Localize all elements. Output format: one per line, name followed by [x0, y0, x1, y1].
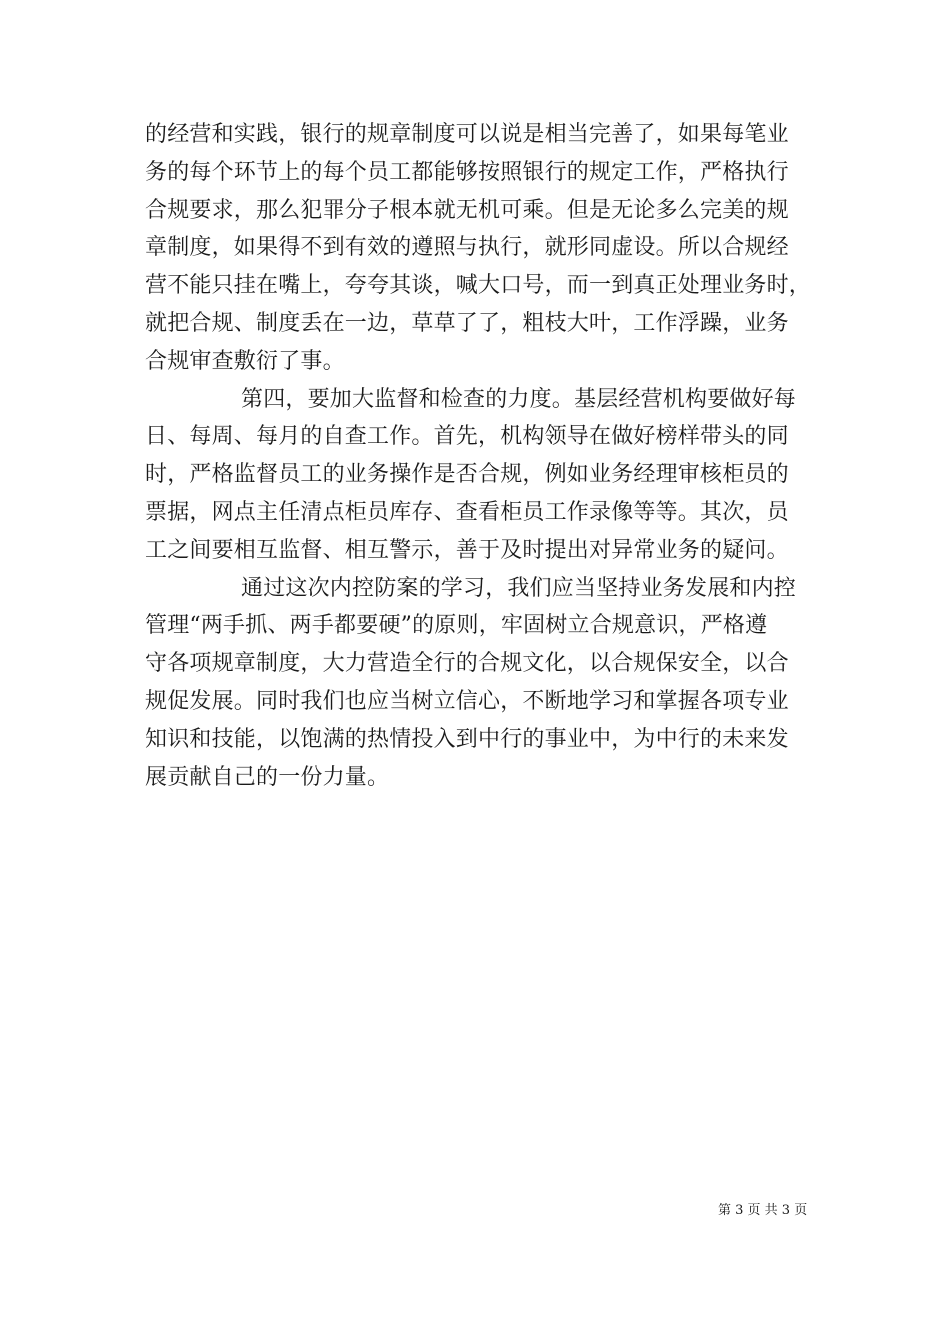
- text-line: 就把合规、制度丢在一边，草草了了，粗枝大叶，工作浮躁，业务: [145, 310, 789, 336]
- paragraph-start-line: 通过这次内控防案的学习，我们应当坚持业务发展和内控: [241, 575, 797, 601]
- text-line: 守各项规章制度，大力营造全行的合规文化，以合规保安全，以合: [145, 651, 789, 677]
- text-line: 管理“两手抓、两手都要硬”的原则，牢固树立合规意识，严格遵: [145, 613, 768, 639]
- text-line: 的经营和实践，银行的规章制度可以说是相当完善了，如果每笔业: [145, 122, 789, 147]
- text-line: 工之间要相互监督、相互警示，善于及时提出对异常业务的疑问。: [145, 537, 789, 563]
- paragraph-start-line: 第四，要加大监督和检查的力度。基层经营机构要做好每: [241, 386, 797, 412]
- text-line: 章制度，如果得不到有效的遵照与执行，就形同虚设。所以合规经: [145, 235, 789, 261]
- text-line: 票据，网点主任清点柜员库存、查看柜员工作录像等等。其次，员: [145, 499, 789, 525]
- text-line: 日、每周、每月的自查工作。首先，机构领导在做好榜样带头的同: [145, 424, 789, 450]
- text-line: 展贡献自己的一份力量。: [145, 764, 390, 790]
- text-line: 知识和技能，以饱满的热情投入到中行的事业中，为中行的未来发: [145, 726, 789, 752]
- text-line: 时，严格监督员工的业务操作是否合规，例如业务经理审核柜员的: [145, 462, 789, 488]
- text-line: 规促发展。同时我们也应当树立信心，不断地学习和掌握各项专业: [145, 688, 789, 714]
- text-line: 营不能只挂在嘴上，夸夸其谈，喊大口号，而一到真正处理业务时，: [145, 273, 812, 299]
- text-line: 务的每个环节上的每个员工都能够按照银行的规定工作，严格执行: [145, 159, 789, 185]
- page-number-footer: 第 3 页 共 3 页: [718, 1203, 808, 1218]
- text-line: 合规审查敷衍了事。: [145, 348, 345, 374]
- body-text: [145, 116, 815, 796]
- text-line: 合规要求，那么犯罪分子根本就无机可乘。但是无论多么完美的规: [145, 197, 789, 223]
